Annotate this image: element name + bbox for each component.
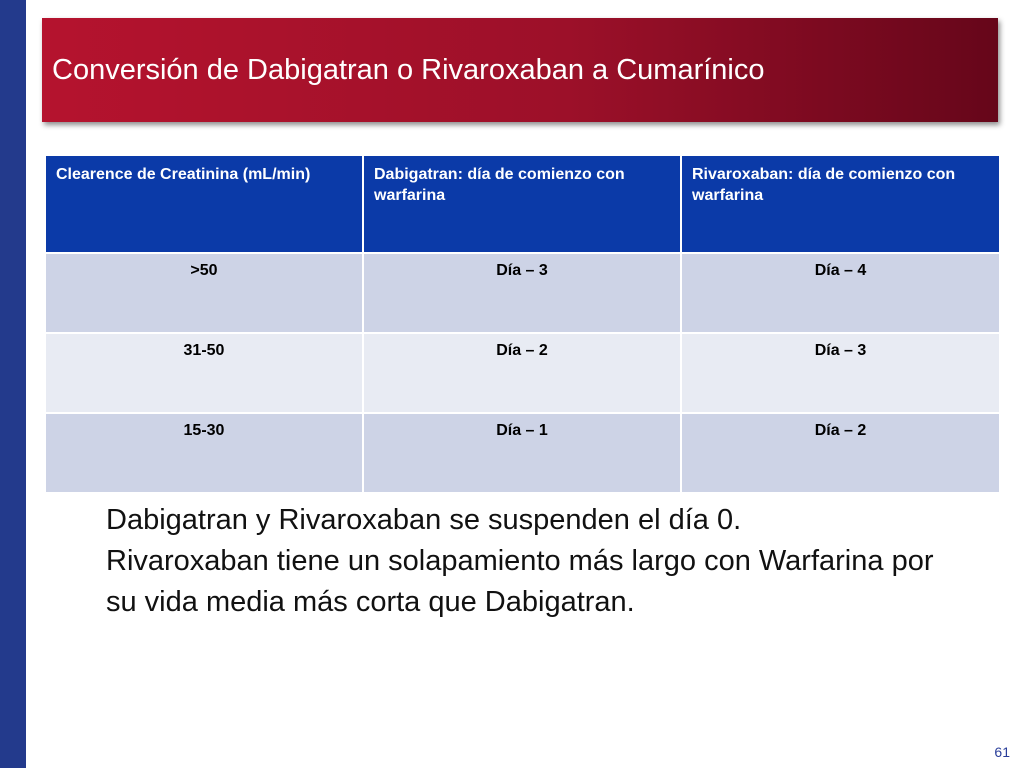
header-dabigatran: Dabigatran: día de comienzo con warfarina (363, 155, 681, 253)
table-header-row (45, 155, 1000, 253)
title-banner (42, 18, 998, 122)
left-accent-bar (0, 0, 26, 768)
table-row (45, 253, 1000, 333)
clearance-cell: 15-30 (45, 413, 363, 493)
dabigatran-cell: Día – 3 (363, 253, 681, 333)
header-rivaroxaban: Rivaroxaban: día de comienzo con warfarina (681, 155, 1000, 253)
header-clearance: Clearence de Creatinina (mL/min) (45, 155, 363, 253)
conversion-table (44, 154, 1001, 494)
dabigatran-cell: Día – 1 (363, 413, 681, 493)
body-paragraph-overlap: Rivaroxaban tiene un solapamiento más largo con Warfarina por su vida media más corta que Dabigatran. (106, 545, 934, 618)
rivaroxaban-cell: Día – 4 (681, 253, 1000, 333)
page-number: 61 (994, 744, 1010, 760)
body-text (106, 500, 942, 623)
body-line-suspension: Dabigatran y Rivaroxaban se suspenden el día 0. (106, 504, 742, 536)
dabigatran-cell: Día – 2 (363, 333, 681, 413)
rivaroxaban-cell: Día – 3 (681, 333, 1000, 413)
clearance-cell: >50 (45, 253, 363, 333)
clearance-cell: 31-50 (45, 333, 363, 413)
table-row (45, 413, 1000, 493)
table-row (45, 333, 1000, 413)
slide-title: Conversión de Dabigatran o Rivaroxaban a Cumarínico (52, 54, 765, 86)
rivaroxaban-cell: Día – 2 (681, 413, 1000, 493)
